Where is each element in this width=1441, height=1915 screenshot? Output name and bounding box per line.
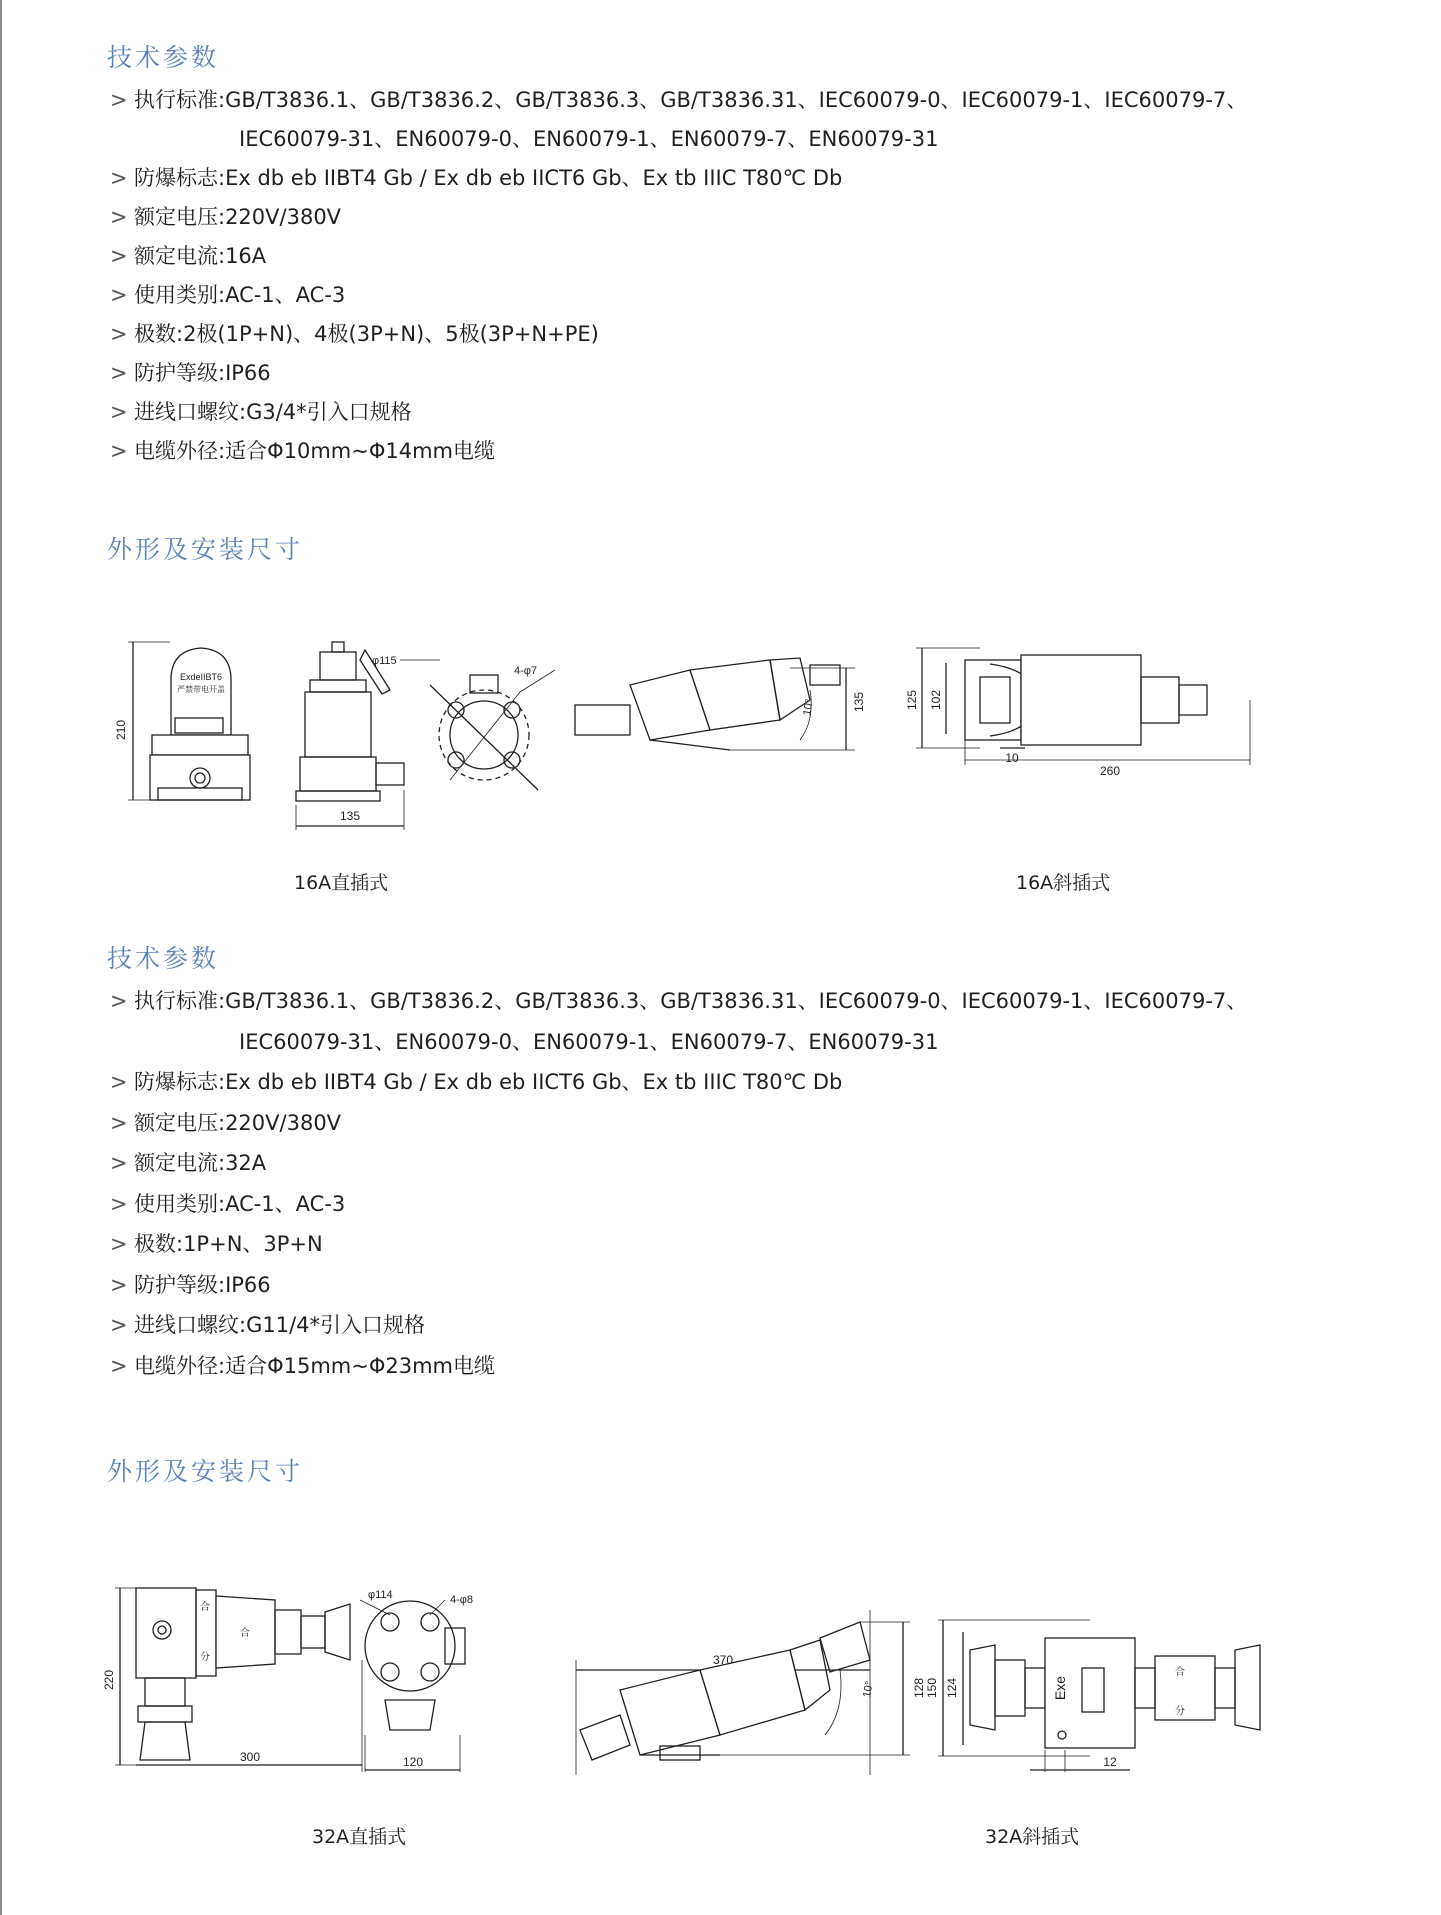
chevron-right-icon: > xyxy=(110,1353,128,1378)
switch-label: 合 xyxy=(1175,1667,1185,1678)
drawing-marking: 严禁带电开盖 xyxy=(177,685,225,694)
section2-heading: 技术参数 xyxy=(107,944,220,973)
dim-label: 120 xyxy=(402,1755,424,1769)
section1-heading: 技术参数 xyxy=(107,43,220,72)
spec-row: > 防爆标志:Ex db eb IIBT4 Gb / Ex db eb IICT6 Gb、Ex tb IIIC T80℃ Db xyxy=(110,159,1390,198)
caption-16a-angled: 16A斜插式 xyxy=(1016,872,1111,894)
drawing-16a xyxy=(110,630,1420,840)
chevron-right-icon: > xyxy=(110,283,128,307)
spec-row: > 极数:1P+N、3P+N xyxy=(110,1224,1390,1265)
spec-row: > 额定电流:32A xyxy=(110,1143,1390,1184)
chevron-right-icon: > xyxy=(110,400,128,424)
switch-label: 合 xyxy=(200,1602,210,1613)
chevron-right-icon: > xyxy=(110,166,128,190)
spec-row-standards: > 执行标准:GB/T3836.1、GB/T3836.2、GB/T3836.3、GB/T3836.31、IEC60079-0、IEC60079-1、IEC60079-7、 xyxy=(110,981,1390,1022)
dims1-heading: 外形及安装尺寸 xyxy=(107,535,304,564)
spec-row-standards-cont: IEC60079-31、EN60079-0、EN60079-1、EN60079-7、EN60079-31 xyxy=(239,1029,939,1054)
spec-row: > 使用类别:AC-1、AC-3 xyxy=(110,1184,1390,1225)
dim-label: 210 xyxy=(114,719,128,741)
drawing-32a-straight-top xyxy=(360,1589,473,1772)
chevron-right-icon: > xyxy=(110,88,128,112)
dim-label: 125 xyxy=(905,689,919,711)
chevron-right-icon: > xyxy=(110,1232,128,1256)
chevron-right-icon: > xyxy=(110,989,128,1013)
dim-label: 220 xyxy=(102,1669,116,1691)
dim-label: 150 xyxy=(925,1677,939,1699)
chevron-right-icon: > xyxy=(110,439,128,463)
dim-label: 4-φ8 xyxy=(450,1594,474,1606)
spec-row-standards: > 执行标准:GB/T3836.1、GB/T3836.2、GB/T3836.3、GB/T3836.31、IEC60079-0、IEC60079-1、IEC60079-7、 xyxy=(110,81,1390,120)
dim-label: 102 xyxy=(929,689,943,711)
drawing-32a-straight-side xyxy=(102,1588,362,1772)
spec-row: > 电缆外径:适合Φ15mm~Φ23mm电缆 xyxy=(110,1346,1390,1387)
dim-label: 300 xyxy=(239,1750,261,1764)
dim-label: 10° xyxy=(861,1680,876,1699)
dim-label: 260 xyxy=(1099,764,1121,778)
dim-label: 135 xyxy=(852,691,866,712)
chevron-right-icon: > xyxy=(110,1151,128,1175)
switch-label: 合 xyxy=(240,1628,250,1639)
spec-row: > 额定电压:220V/380V xyxy=(110,198,1390,237)
chevron-right-icon: > xyxy=(110,1070,128,1094)
caption-32a-straight: 32A直插式 xyxy=(312,1826,407,1848)
dims2-heading: 外形及安装尺寸 xyxy=(107,1457,304,1486)
spec-row: > 使用类别:AC-1、AC-3 xyxy=(110,276,1390,315)
spec-row: > 防爆标志:Ex db eb IIBT4 Gb / Ex db eb IICT6 Gb、Ex tb IIIC T80℃ Db xyxy=(110,1062,1390,1103)
spec-row: > 防护等级:IP66 xyxy=(110,1265,1390,1306)
spec-row: > 电缆外径:适合Φ10mm~Φ14mm电缆 xyxy=(110,432,1390,471)
switch-label: 分 xyxy=(1175,1706,1185,1717)
spec-row: > 防护等级:IP66 xyxy=(110,354,1390,393)
dim-label: 10° xyxy=(801,698,816,717)
drawing-32a-angled-side xyxy=(576,1610,926,1775)
dim-label: φ114 xyxy=(368,1589,393,1601)
drawing-16a-angled-top xyxy=(905,648,1250,778)
dim-label: 370 xyxy=(712,1653,734,1667)
spec-row: > 进线口螺纹:G11/4*引入口规格 xyxy=(110,1305,1390,1346)
drawing-16a-straight-top xyxy=(372,655,555,790)
drawing-32a xyxy=(100,1560,1420,1775)
drawing-marking: Exe xyxy=(1052,1675,1068,1701)
dim-label: 10 xyxy=(1005,751,1019,765)
drawing-32a-angled-top xyxy=(925,1620,1260,1772)
drawing-16a-angled-side xyxy=(575,658,866,750)
spec-row-standards-cont: IEC60079-31、EN60079-0、EN60079-1、EN60079-7、EN60079-31 xyxy=(239,127,939,151)
drawing-16a-straight-front xyxy=(114,642,250,800)
chevron-right-icon: > xyxy=(110,244,128,268)
switch-label: 分 xyxy=(200,1652,210,1663)
dim-label: 124 xyxy=(945,1677,959,1699)
chevron-right-icon: > xyxy=(110,322,128,346)
page-edge-line xyxy=(0,0,2,1915)
dim-label: 135 xyxy=(339,809,361,823)
drawing-16a-straight-side xyxy=(296,642,404,830)
caption-16a-straight: 16A直插式 xyxy=(294,872,389,894)
spec-row: > 额定电压:220V/380V xyxy=(110,1103,1390,1144)
chevron-right-icon: > xyxy=(110,1191,128,1216)
caption-32a-angled: 32A斜插式 xyxy=(985,1826,1080,1848)
section1-spec-list xyxy=(110,81,1390,471)
dim-label: 4-φ7 xyxy=(514,665,538,677)
drawing-marking: ExdeIIBT6 xyxy=(179,672,223,682)
dim-label: φ115 xyxy=(372,655,397,667)
chevron-right-icon: > xyxy=(110,1272,128,1297)
spec-row: > 极数:2极(1P+N)、4极(3P+N)、5极(3P+N+PE) xyxy=(110,315,1390,354)
chevron-right-icon: > xyxy=(110,361,128,385)
chevron-right-icon: > xyxy=(110,205,128,229)
spec-row: > 额定电流:16A xyxy=(110,237,1390,276)
dim-label: 128 xyxy=(912,1677,926,1699)
chevron-right-icon: > xyxy=(110,1313,128,1337)
section2-spec-list xyxy=(110,981,1390,1386)
chevron-right-icon: > xyxy=(110,1110,128,1135)
spec-row: > 进线口螺纹:G3/4*引入口规格 xyxy=(110,393,1390,432)
dim-label: 12 xyxy=(1103,1755,1117,1769)
